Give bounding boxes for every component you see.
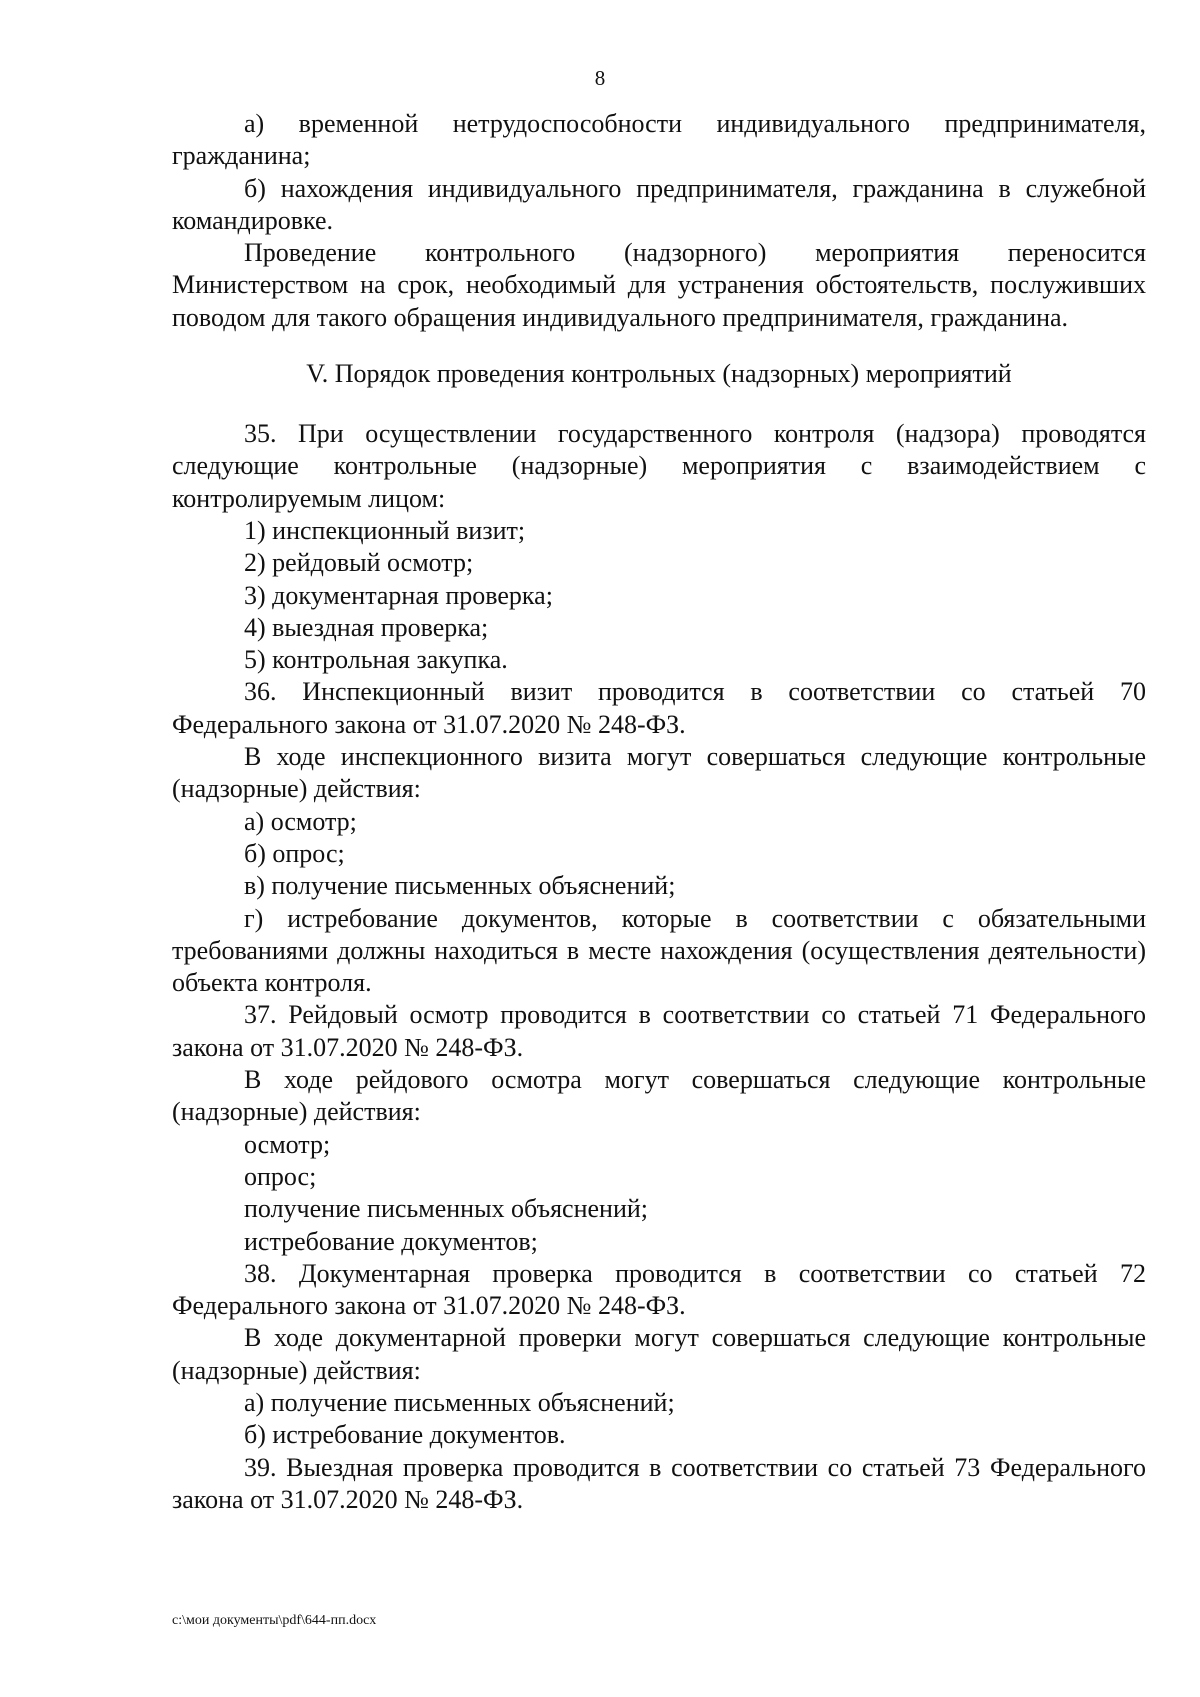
list-item: опрос; bbox=[244, 1161, 317, 1191]
page-number: 8 bbox=[594, 66, 606, 90]
paragraph: б) нахождения индивидуального предпринимателя, гражданина в служебной командировке. bbox=[172, 173, 1146, 235]
list-item: 1) инспекционный визит; bbox=[244, 515, 526, 545]
list-item: истребование документов; bbox=[244, 1226, 538, 1256]
paragraph: В ходе рейдового осмотра могут совершаться следующие контрольные (надзорные) действия: bbox=[172, 1065, 1146, 1127]
paragraph: 37. Рейдовый осмотр проводится в соответствии со статьей 71 Федерального закона от 31.07.2020 № 248-ФЗ. bbox=[172, 1000, 1146, 1062]
list-item: г) истребование документов, которые в соответствии с обязательными требованиями должны находиться в месте нахождения (осуществления деятельности) объекта контроля. bbox=[172, 903, 1146, 998]
paragraph: 39. Выездная проверка проводится в соответствии со статьей 73 Федерального закона от 31.07.2020 № 248-ФЗ. bbox=[172, 1452, 1146, 1514]
list-item: 2) рейдовый осмотр; bbox=[244, 548, 474, 578]
list-item: 3) документарная проверка; bbox=[244, 580, 553, 610]
list-item: б) истребование документов. bbox=[244, 1420, 566, 1450]
list-item: получение письменных объяснений; bbox=[244, 1194, 648, 1224]
footer-file-path: c:\мои документы\pdf\644-пп.docx bbox=[172, 1613, 377, 1628]
list-item: 4) выездная проверка; bbox=[244, 612, 489, 642]
paragraph: 35. При осуществлении государственного контроля (надзора) проводятся следующие контрольные (надзорные) мероприятия с взаимодействием с контролируемым лицом: bbox=[172, 419, 1146, 513]
list-item: в) получение письменных объяснений; bbox=[244, 871, 676, 901]
section-heading: V. Порядок проведения контрольных (надзорных) мероприятий bbox=[306, 359, 1012, 389]
list-item: б) опрос; bbox=[244, 838, 345, 868]
list-item: 5) контрольная закупка. bbox=[244, 645, 508, 675]
paragraph: В ходе документарной проверки могут совершаться следующие контрольные (надзорные) действия: bbox=[172, 1323, 1146, 1385]
list-item: а) осмотр; bbox=[244, 806, 357, 836]
paragraph: а) временной нетрудоспособности индивидуального предпринимателя, гражданина; bbox=[172, 109, 1146, 171]
list-item: осмотр; bbox=[244, 1129, 331, 1159]
paragraph: Проведение контрольного (надзорного) мероприятия переносится Министерством на срок, необходимый для устранения обстоятельств, послуживших поводом для такого обращения индивидуального предпринимателя, гражданина. bbox=[172, 238, 1146, 332]
paragraph: 36. Инспекционный визит проводится в соответствии со статьей 70 Федерального закона от 31.07.2020 № 248-ФЗ. bbox=[172, 677, 1146, 739]
paragraph: В ходе инспекционного визита могут совершаться следующие контрольные (надзорные) действия: bbox=[172, 742, 1146, 804]
paragraph: 38. Документарная проверка проводится в соответствии со статьей 72 Федерального закона от 31.07.2020 № 248-ФЗ. bbox=[172, 1258, 1146, 1321]
list-item: а) получение письменных объяснений; bbox=[244, 1387, 675, 1417]
document-body bbox=[172, 108, 1146, 1516]
